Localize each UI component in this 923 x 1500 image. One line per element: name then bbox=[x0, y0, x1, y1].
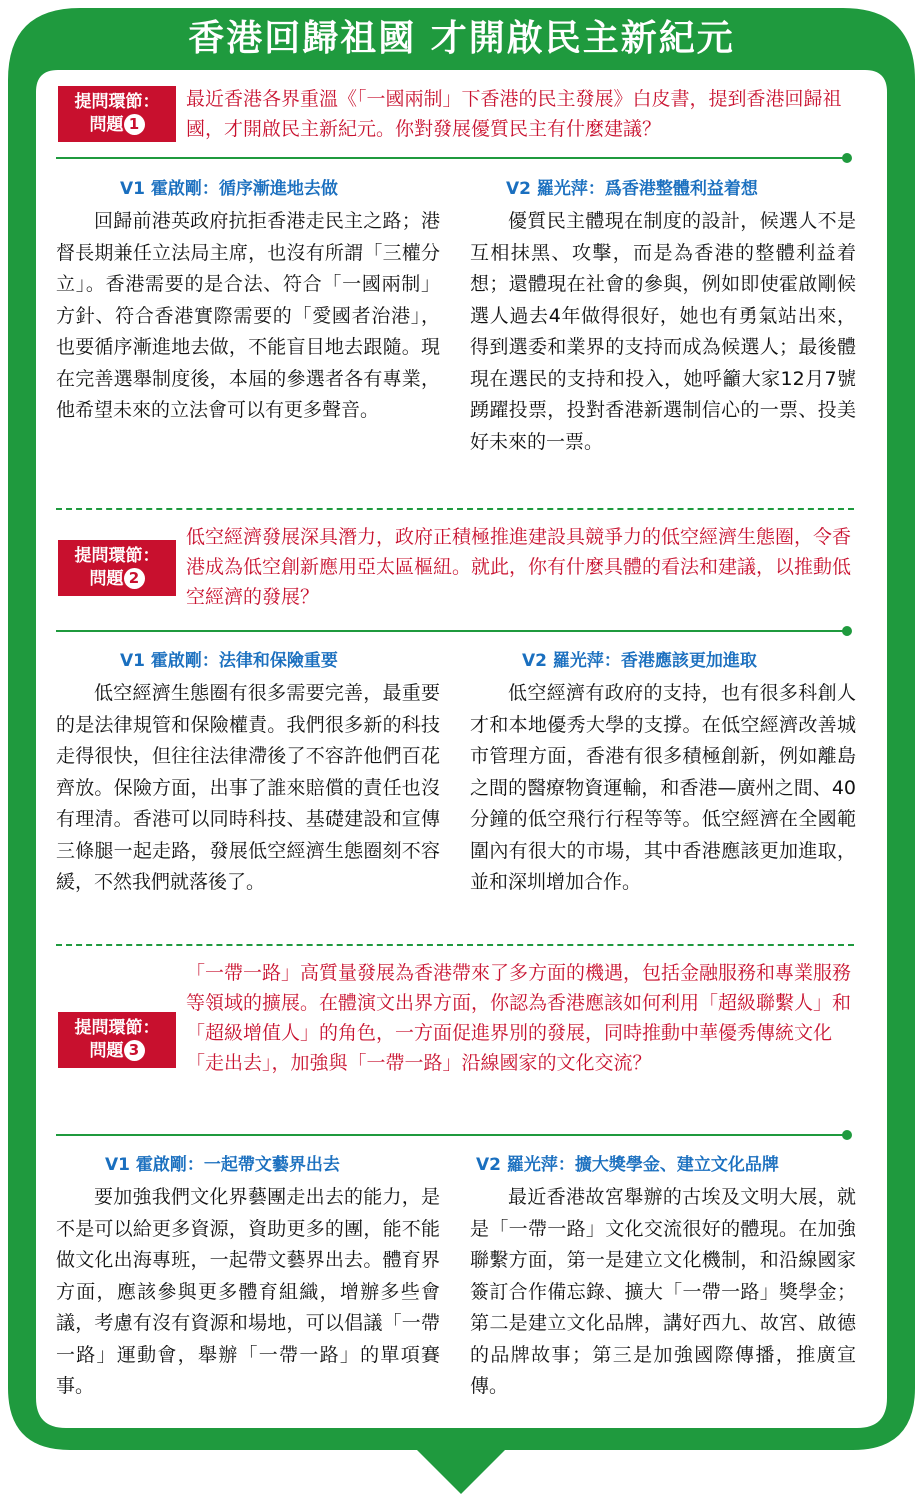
question-text-3: 「一帶一路」高質量發展為香港帶來了多方面的機遇，包括金融服務和專業服務等領域的擴展。在體演文出界方面，你認為香港應該如何利用「超級聯繫人」和「超級增值人」的角色，一方面促進界別的發展，同時推動中華優秀傳統文化「走出去」，加強與「一帶一路」沿線國家的文化交流？ bbox=[186, 962, 852, 1074]
question-badge-2 bbox=[58, 540, 176, 596]
v1-heading-3: V1 霍啟剛：一起帶文藝界出去 bbox=[105, 1155, 340, 1175]
section-divider bbox=[56, 157, 848, 159]
divider-dot bbox=[842, 626, 852, 636]
badge-number: 1 bbox=[124, 114, 145, 135]
v1-heading-1: V1 霍啟剛：循序漸進地去做 bbox=[120, 179, 338, 199]
badge-number: 2 bbox=[124, 568, 145, 589]
v1-answer-1: 回歸前港英政府抗拒香港走民主之路；港督長期兼任立法局主席，也沒有所謂「三權分立」。香港需要的是合法、符合「一國兩制」方針、符合香港實際需要的「愛國者治港」，也要循序漸進地去做，不能盲目地去跟隨。現在完善選舉制度後，本屆的參選者各有專業，他希望未來的立法會可以有更多聲音。 bbox=[56, 210, 440, 421]
badge-label: 提問環節： bbox=[74, 92, 160, 112]
badge-number: 3 bbox=[124, 1040, 145, 1061]
badge-label: 提問環節： bbox=[74, 1018, 160, 1038]
divider-dot bbox=[842, 153, 852, 163]
dashed-separator bbox=[56, 508, 854, 510]
page-title: 香港回歸祖國 才開啟民主新紀元 bbox=[188, 18, 735, 59]
section-divider bbox=[56, 630, 848, 632]
v2-heading-1: V2 羅光萍：爲香港整體利益着想 bbox=[506, 179, 758, 199]
v1-answer-2: 低空經濟生態圈有很多需要完善，最重要的是法律規管和保險權責。我們很多新的科技走得很快，但往往法律滯後了不容許他們百花齊放。保險方面，出事了誰來賠償的責任也沒有理清。香港可以同時科技、基礎建設和宣傳三條腿一起走路，發展低空經濟生態圈刻不容緩，不然我們就落後了。 bbox=[56, 682, 440, 893]
divider-dot bbox=[842, 1130, 852, 1140]
badge-label: 提問環節： bbox=[74, 546, 160, 566]
badge-sub: 問題 bbox=[89, 115, 124, 135]
question-badge-1 bbox=[58, 86, 176, 142]
v2-answer-1: 優質民主體現在制度的設計，候選人不是互相抹黑、攻擊，而是為香港的整體利益着想；還體現在社會的參與，例如即使霍啟剛候選人過去4年做得很好，她也有勇氣站出來，得到選委和業界的支持而成為候選人；最後體現在選民的支持和投入，她呼籲大家12月7號踴躍投票，投對香港新選制信心的一票、投美好未來的一票。 bbox=[470, 210, 856, 453]
v2-answer-3: 最近香港故宮舉辦的古埃及文明大展，就是「一帶一路」文化交流很好的體現。在加強聯繫方面，第一是建立文化機制，和沿線國家簽訂合作備忘錄、擴大「一帶一路」獎學金；第二是建立文化品牌，講好西九、故宮、啟德的品牌故事；第三是加強國際傳播，推廣宣傳。 bbox=[470, 1186, 856, 1397]
v1-answer-3: 要加強我們文化界藝團走出去的能力，是不是可以給更多資源，資助更多的團，能不能做文化出海專班，一起帶文藝界出去。體育界方面，應該參與更多體育組織，增辦多些會議，考慮有沒有資源和場地，可以倡議「一帶一路」運動會，舉辦「一帶一路」的單項賽事。 bbox=[56, 1186, 440, 1397]
badge-sub: 問題 bbox=[89, 569, 124, 589]
question-badge-3 bbox=[58, 1012, 176, 1068]
v1-heading-2: V1 霍啟剛：法律和保險重要 bbox=[120, 651, 338, 671]
section-divider bbox=[56, 1134, 848, 1136]
v2-answer-2: 低空經濟有政府的支持，也有很多科創人才和本地優秀大學的支撐。在低空經濟改善城市管理方面，香港有很多積極創新，例如離島之間的醫療物資運輸，和香港—廣州之間、40分鐘的低空飛行行程等等。低空經濟在全國範圍內有很大的市場，其中香港應該更加進取，並和深圳增加合作。 bbox=[470, 682, 856, 893]
v2-heading-2: V2 羅光萍：香港應該更加進取 bbox=[522, 651, 757, 671]
v2-heading-3: V2 羅光萍：擴大獎學金、建立文化品牌 bbox=[476, 1155, 779, 1175]
badge-sub: 問題 bbox=[89, 1041, 124, 1061]
question-text-1: 最近香港各界重溫《「一國兩制」下香港的民主發展》白皮書，提到香港回歸祖國，才開啟民主新紀元。你對發展優質民主有什麼建議？ bbox=[186, 88, 842, 140]
question-text-2: 低空經濟發展深具潛力，政府正積極推進建設具競爭力的低空經濟生態圈，令香港成為低空創新應用亞太區樞紐。就此，你有什麼具體的看法和建議，以推動低空經濟的發展？ bbox=[186, 526, 852, 608]
dashed-separator bbox=[56, 944, 854, 946]
